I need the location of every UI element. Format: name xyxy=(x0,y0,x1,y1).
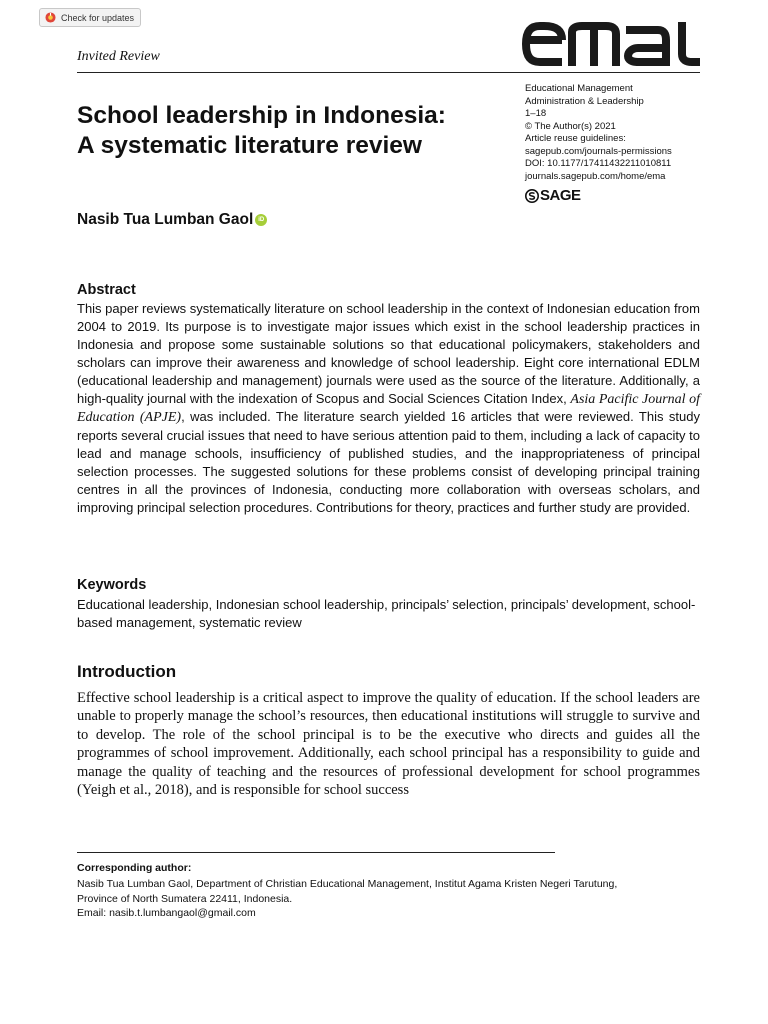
corresponding-author-details xyxy=(77,877,700,921)
orcid-icon[interactable]: iD xyxy=(255,214,267,226)
check-for-updates-button[interactable] xyxy=(39,8,141,27)
meta-reuse-label: Article reuse guidelines: xyxy=(525,133,626,144)
article-title xyxy=(77,101,517,161)
publisher-logo xyxy=(525,187,581,204)
abstract-heading: Abstract xyxy=(77,282,136,298)
abstract-text xyxy=(77,300,700,517)
introduction-heading: Introduction xyxy=(77,662,177,681)
meta-reuse-link[interactable]: sagepub.com/journals-permissions xyxy=(525,145,672,157)
sage-icon xyxy=(525,189,539,203)
title-line-1: School leadership in Indonesia: xyxy=(77,102,446,129)
meta-doi[interactable]: DOI: 10.1177/17411432211010811 xyxy=(525,158,672,169)
meta-copyright: © The Author(s) 2021 xyxy=(525,120,616,132)
meta-journal-name-1: Educational Management xyxy=(525,83,633,94)
title-line-2: A systematic literature review xyxy=(77,132,422,159)
corr-province: Province of North Sumatera 22411, Indonesia. xyxy=(77,892,293,905)
meta-journal-url[interactable]: journals.sagepub.com/home/ema xyxy=(525,170,666,182)
journal-metadata xyxy=(525,83,725,183)
keywords-text: Educational leadership, Indonesian school leadership, principals’ selection, principals’ development, school-based management, systematic review xyxy=(77,597,696,630)
corr-email[interactable]: Email: nasib.t.lumbangaol@gmail.com xyxy=(77,907,256,919)
author-name: Nasib Tua Lumban Gaol xyxy=(77,211,254,228)
header-rule xyxy=(77,72,700,73)
introduction-text: Effective school leadership is a critical aspect to improve the quality of education. If the school leaders are unable to properly manage the school’s resources, then educational institutions will struggle to survive and to develop. The role of the school principal is to be the executive who directs and guides all the programmes of school improvement. Additionally, each school principal has a responsibility to guide and manage the quality of teaching and the resources of professional development for school programmes (Yeigh et al., 2018), and is responsible for school success xyxy=(77,690,700,799)
footnote-rule xyxy=(77,852,555,853)
meta-pages: 1–18 xyxy=(525,108,547,119)
check-for-updates-label: Check for updates xyxy=(61,12,135,23)
abstract-part-2: , was included. The literature search yielded 16 articles that were reviewed. This study reports several crucial issues that need to have serious attention paid to them, including a lack of capacity to lead and manage schools, insufficiency of published studies, and the inappropriateness of principal selection processes. The suggested solutions for these problems consist of developing principal training centres in all the provinces of Indonesia, conducting more collaboration with overseas scholars, and improving principal selection procedures. Contributions for theory, practices and further study are provided. xyxy=(77,409,700,515)
corresponding-author-heading: Corresponding author: xyxy=(77,862,192,874)
corr-affiliation: Nasib Tua Lumban Gaol, Department of Christian Educational Management, Institut Agama Kristen Negeri Tarutung, xyxy=(77,878,618,890)
author-line xyxy=(77,211,267,229)
section-label: Invited Review xyxy=(77,49,160,64)
journal-logo xyxy=(522,22,700,66)
abstract-journal-name: Asia Pacific Journal of Education (APJE) xyxy=(77,391,701,426)
keywords-heading: Keywords xyxy=(77,577,147,593)
abstract-part-1: This paper reviews systematically literature on school leadership in the context of Indonesian education from 2004 to 2019. Its purpose is to investigate major issues which exist in the school leadership practices in Indonesia and propose some sustainable solutions so that educational policymakers, stakeholders and scholars can improve their awareness and knowledge of school leadership. Eight core international EDLM (educational leadership and management) journals were used as the source of the literature. Additionally, a high-quality journal with the indexation of Scopus and Social Sciences Citation Index, xyxy=(77,301,700,406)
publisher-name: SAGE xyxy=(540,187,581,204)
meta-journal-name-2: Administration & Leadership xyxy=(525,95,644,107)
crossmark-icon xyxy=(45,12,56,23)
